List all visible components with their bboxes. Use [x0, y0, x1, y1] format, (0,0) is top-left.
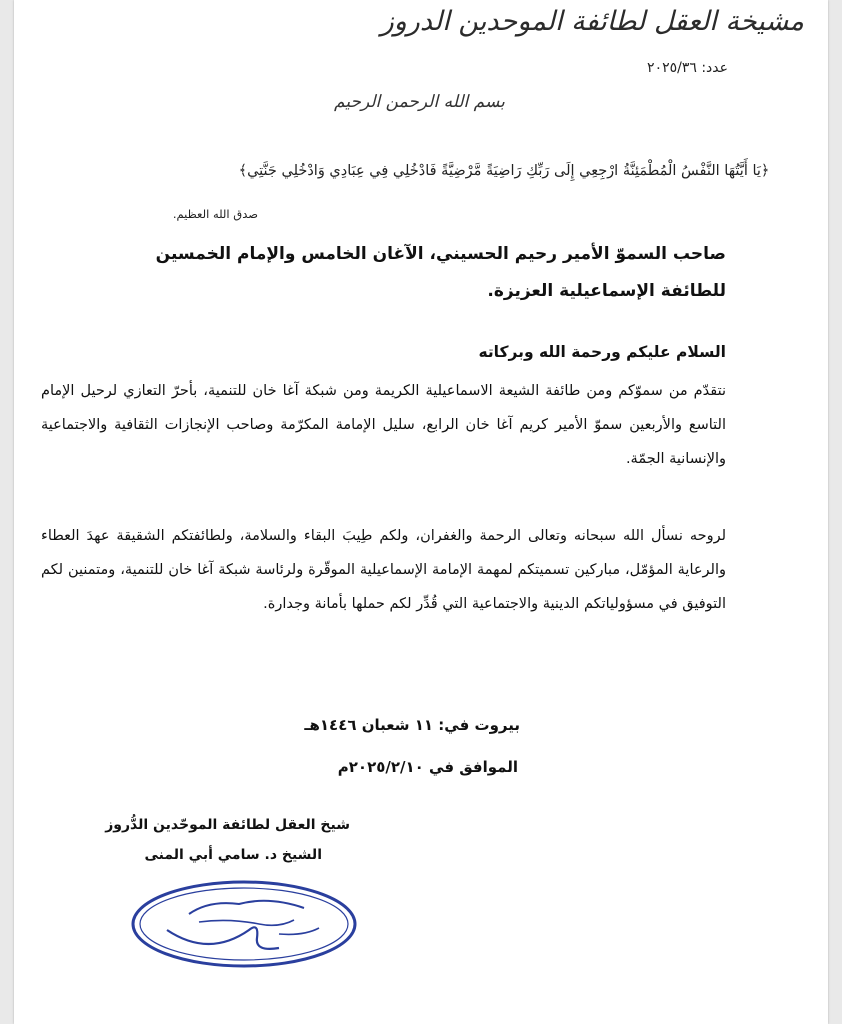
paragraph-wishes: لروحه نسأل الله سبحانه وتعالى الرحمة والغفران، ولكم طِيبَ البقاء والسلامة، ولطائفتكم الشقيقة عهدَ العطاء والرعاية المؤمّل، مباركين تسميتكم لمهمة الإمامة الإسماعيلية الموقّرة ولرئاسة شبكة آغا خان للتنمية، ومتمنين لكم التوفيق في مسؤولياتكم الدينية والاجتماعية التي قُدِّر لكم حملها بأمانة وجدارة. [41, 528, 726, 612]
official-stamp [129, 878, 359, 970]
letter-page [14, 0, 828, 1024]
signatory-name: الشيخ د. سامي أبي المنى [144, 847, 322, 863]
basmala: بسم الله الرحمن الرحيم [334, 92, 505, 112]
quran-verse: ﴿يَا أَيَّتُهَا النَّفْسُ الْمُطْمَئِنَّةُ ارْجِعِي إِلَى رَبِّكِ رَاضِيَةً مَّرْضِيَّةً فَادْخُلِي فِي عِبَادِي وَادْخُلِي جَنَّتِي﴾ [238, 163, 770, 179]
paragraph-condolences: نتقدّم من سموّكم ومن طائفة الشيعة الاسماعيلية الكريمة ومن شبكة آغا خان للتنمية، بأحرّ التعازي لرحيل الإمام التاسع والأربعين سموّ الأمير كريم آغا خان الرابع، سليل الإمامة المكرّمة وصاحب الإنجازات الثقافية والاجتماعية والإنسانية الجمّة. [41, 383, 726, 467]
reference-line [647, 60, 728, 76]
signatory-title: شيخ العقل لطائفة الموحّدين الدُّروز [105, 817, 350, 833]
reference-label: عدد: [701, 60, 728, 76]
greeting: السلام عليكم ورحمة الله وبركاته [478, 343, 726, 361]
addressee: صاحب السموّ الأمير رحيم الحسيني، الآغان الخامس والإمام الخمسين للطائفة الإسماعيلية العزيزة. [155, 244, 726, 301]
verse-closing: صدق الله العظيم. [172, 207, 258, 221]
letterhead-title: مشيخة العقل لطائفة الموحدين الدروز [380, 6, 804, 37]
date-gregorian: الموافق في ٢٠٢٥/٢/١٠م [337, 758, 518, 776]
reference-number: ٢٠٢٥/٣٦ [647, 60, 697, 76]
date-hijri: بيروت في: ١١ شعبان ١٤٤٦هـ [304, 716, 520, 734]
